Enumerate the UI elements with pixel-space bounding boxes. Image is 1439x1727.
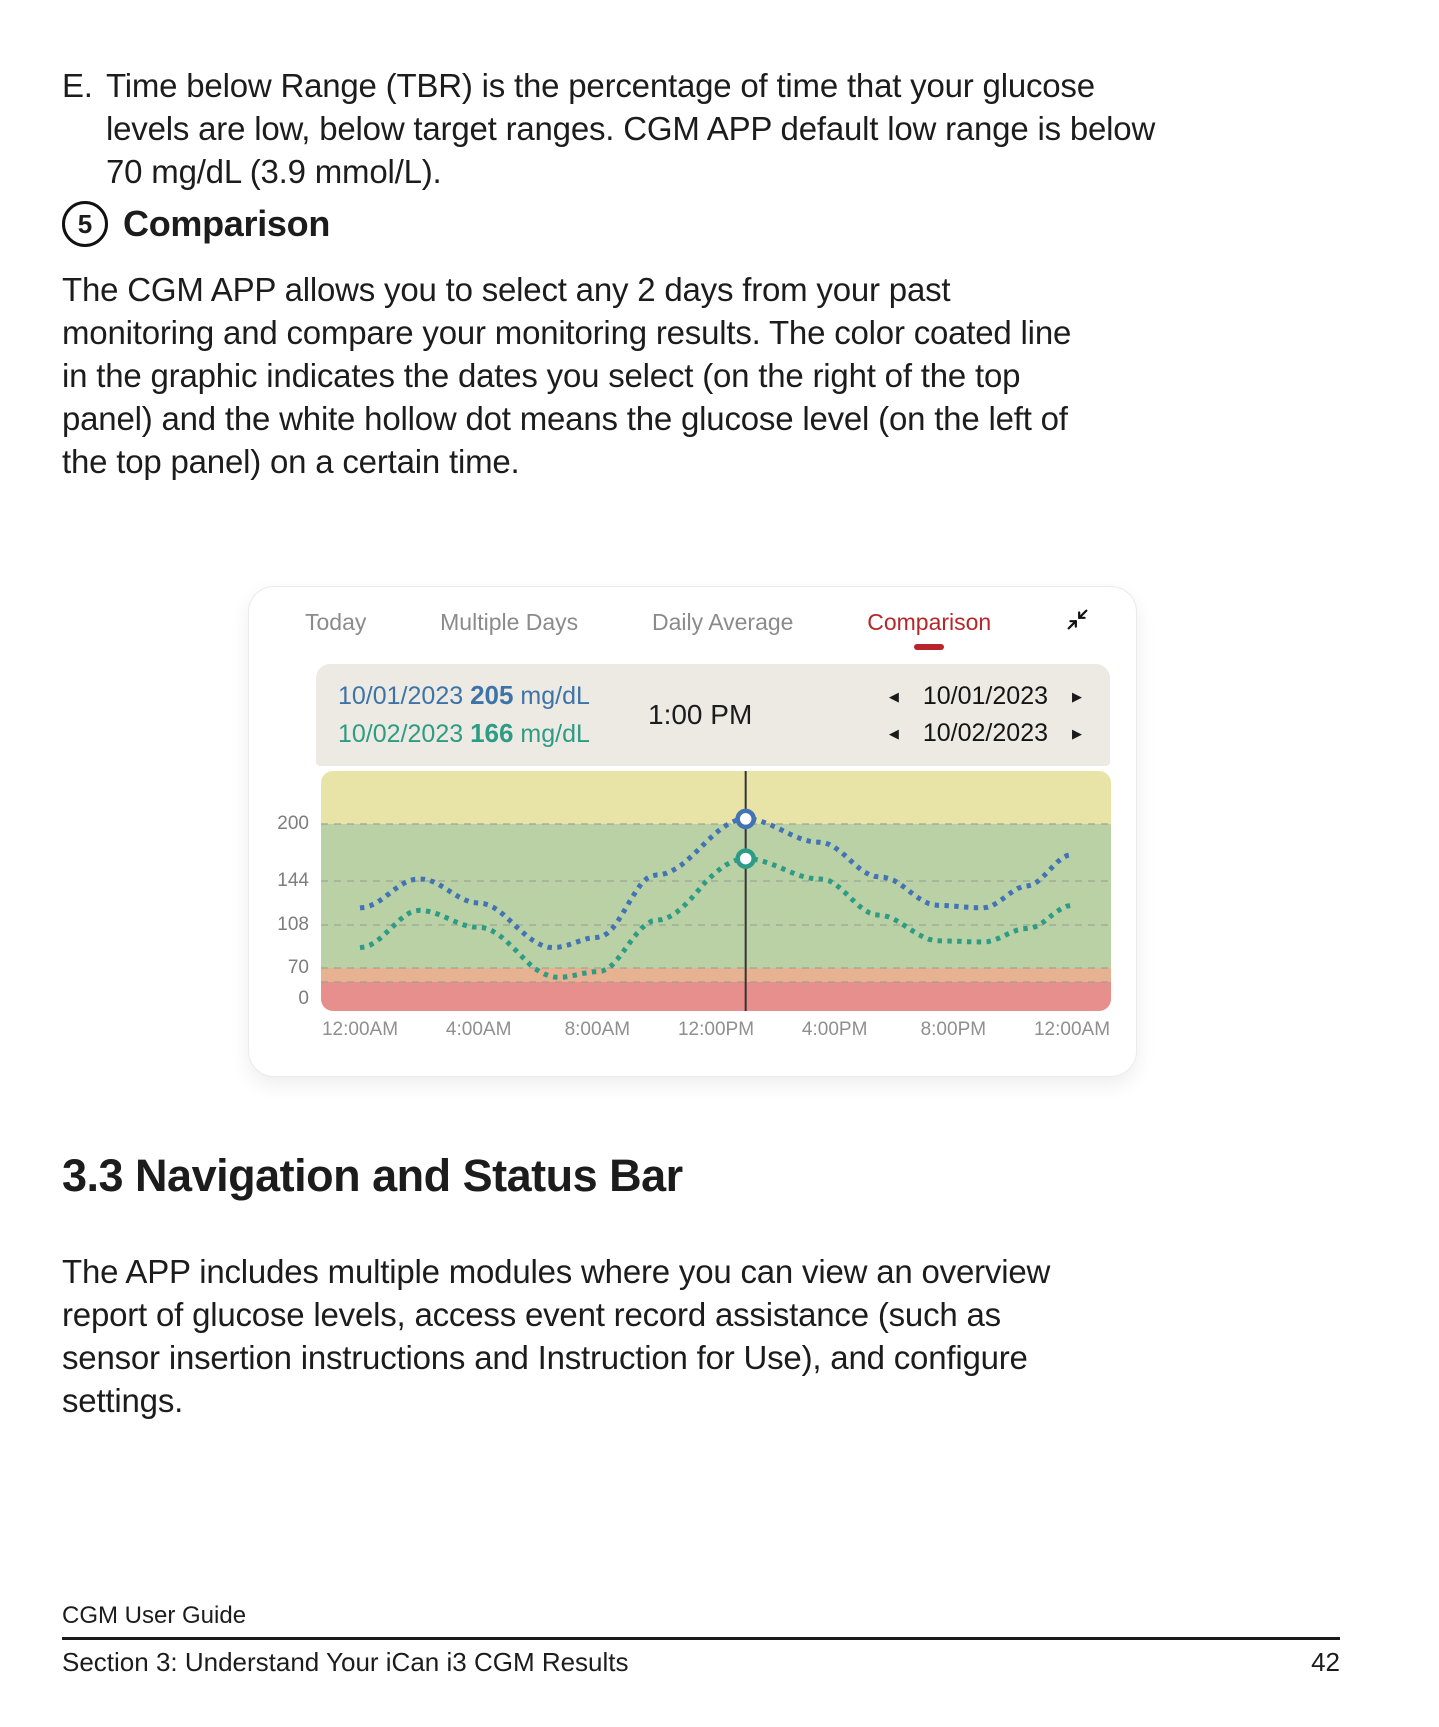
- section33-title: 3.3 Navigation and Status Bar: [62, 1150, 683, 1201]
- x-tick-8:00PM: 8:00PM: [920, 1019, 987, 1040]
- readout-row-day2: [338, 715, 606, 753]
- readout-day2-value: 166: [470, 718, 514, 748]
- footer-doc-title: CGM User Guide: [62, 1602, 247, 1629]
- section5-heading: [62, 201, 330, 247]
- comparison-chart[interactable]: [277, 771, 1111, 1040]
- x-tick-8:00AM: 8:00AM: [564, 1019, 631, 1040]
- readout-day2-date: 10/02/2023: [338, 720, 464, 748]
- page-footer: [62, 1602, 1340, 1678]
- tab-comparison[interactable]: [867, 609, 991, 650]
- y-tick-200: 200: [277, 813, 309, 834]
- date-picker-day1-value[interactable]: 10/01/2023: [922, 682, 1048, 710]
- tab-bar: [249, 587, 1136, 650]
- marker-dot-10/02/2023: [738, 851, 754, 867]
- section5-paragraph: The CGM APP allows you to select any 2 days from your past monitoring and compare your monitoring results. The color coated line in the graphic indicates the dates you select (on the right of the top panel) and the white hollow dot means the glucose level (on the left of the top panel) on a certain time.: [62, 271, 1072, 480]
- readout-time-label: 1:00 PM: [648, 699, 753, 730]
- y-tick-108: 108: [277, 914, 309, 935]
- date-picker-day1: [889, 678, 1082, 715]
- readout-day1-date: 10/01/2023: [338, 682, 464, 710]
- readout-day2-unit: mg/dL: [520, 720, 590, 748]
- tab-comparison-label: Comparison: [867, 609, 992, 635]
- tab-multiple-days-label: Multiple Days: [440, 609, 579, 635]
- readout-day1-unit: mg/dL: [520, 682, 590, 710]
- y-tick-70: 70: [287, 957, 309, 978]
- tab-active-underline: [914, 644, 944, 650]
- marker-dot-10/01/2023: [738, 811, 754, 827]
- x-tick-4:00PM: 4:00PM: [801, 1019, 868, 1040]
- footer-page-number: 42: [1311, 1647, 1340, 1677]
- series-curve-10/01/2023: [360, 819, 1072, 948]
- tab-daily-average[interactable]: [652, 609, 794, 636]
- tab-today-label: Today: [305, 609, 367, 635]
- x-tick-4:00AM: 4:00AM: [445, 1019, 512, 1040]
- y-tick-0: 0: [298, 988, 309, 1009]
- readout-panel: [316, 664, 1110, 766]
- section5-title: Comparison: [123, 203, 331, 244]
- circled-number-5: 5: [62, 201, 108, 247]
- x-tick-12:00PM: 12:00PM: [677, 1019, 755, 1040]
- series-curve-10/02/2023: [360, 859, 1072, 978]
- readout-values: [316, 677, 606, 753]
- cgm-app-card: [248, 586, 1137, 1077]
- tab-multiple-days[interactable]: [440, 609, 578, 636]
- list-item-e-text: Time below Range (TBR) is the percentage of time that your glucose levels are low, below target ranges. CGM APP default low range is below 70 mg/dL (3.9 mmol/L).: [106, 67, 1156, 190]
- footer-section: Section 3: Understand Your iCan i3 CGM Results: [62, 1647, 629, 1677]
- date-picker-day2: [889, 715, 1082, 752]
- x-tick-12:00AM: 12:00AM: [321, 1019, 399, 1040]
- readout-row-day1: [338, 677, 606, 715]
- collapse-icon[interactable]: [1065, 607, 1090, 632]
- readout-day1-value: 205: [470, 680, 514, 710]
- tab-today[interactable]: [305, 609, 366, 636]
- next-day2-icon[interactable]: ▶: [1072, 726, 1082, 741]
- next-day1-icon[interactable]: ▶: [1072, 689, 1082, 704]
- y-tick-144: 144: [277, 870, 309, 891]
- tab-daily-average-label: Daily Average: [651, 609, 794, 635]
- list-item-e-marker: E.: [62, 67, 93, 104]
- date-picker-day2-value[interactable]: 10/02/2023: [922, 719, 1048, 747]
- section33-paragraph: The APP includes multiple modules where you can view an overview report of glucose levels, access event record assistance (such as sensor insertion instructions and Instruction for Use), and configure settings.: [62, 1253, 1051, 1419]
- date-pickers: [889, 678, 1082, 752]
- x-tick-12:00AM: 12:00AM: [1033, 1019, 1111, 1040]
- prev-day2-icon[interactable]: ◀: [888, 726, 899, 741]
- chart-canvas: [321, 771, 1111, 1011]
- prev-day1-icon[interactable]: ◀: [888, 689, 899, 704]
- list-item-e: [62, 64, 1282, 193]
